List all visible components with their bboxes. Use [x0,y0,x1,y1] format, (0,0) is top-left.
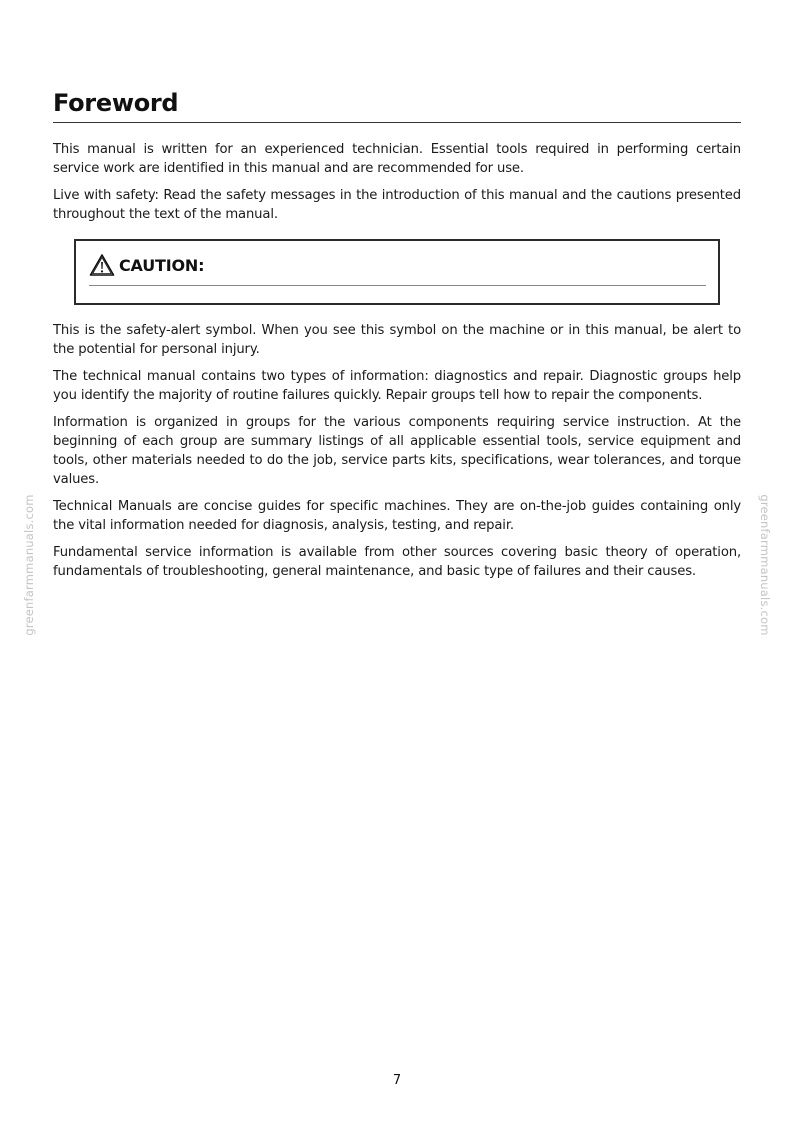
page-number: 7 [392,1073,402,1088]
technical-manuals-paragraph: Technical Manuals are concise guides for specific machines. They are on-the-job guides containing only the vital information needed for diagnosis, analysis, testing, and repair. [53,499,741,533]
caution-header [89,253,204,277]
caution-divider [89,285,706,286]
safety-alert-paragraph: This is the safety-alert symbol. When you see this symbol on the machine or in this manual, be alert to the potential for personal injury. [53,323,741,357]
information-types-paragraph: The technical manual contains two types of information: diagnostics and repair. Diagnostic groups help you identify the majority of routine failures quickly. Repair groups tell how to repair the components. [53,369,741,403]
safety-paragraph: Live with safety: Read the safety messages in the introduction of this manual and the cautions presented throughout the text of the manual. [53,188,741,222]
caution-box [74,239,720,305]
organization-paragraph: Information is organized in groups for the various components requiring service instruction. At the beginning of each group are summary listings of all applicable essential tools, service equipment and tools, other materials needed to do the job, service parts kits, specifications, wear tolerances, and torque values. [53,415,741,487]
intro-paragraph: This manual is written for an experienced technician. Essential tools required in performing certain service work are identified in this manual and are recommended for use. [53,142,741,176]
watermark-right: greenfarmmanuals.com [758,494,772,636]
watermark-left: greenfarmmanuals.com [22,494,36,636]
main-content [53,140,741,589]
warning-triangle-icon [89,253,115,277]
caution-label: CAUTION: [119,255,205,275]
title-divider [53,122,741,123]
fundamental-info-paragraph: Fundamental service information is available from other sources covering basic theory of operation, fundamentals of troubleshooting, general maintenance, and basic type of failures and their causes. [53,545,741,579]
page-title: Foreword [53,89,179,117]
